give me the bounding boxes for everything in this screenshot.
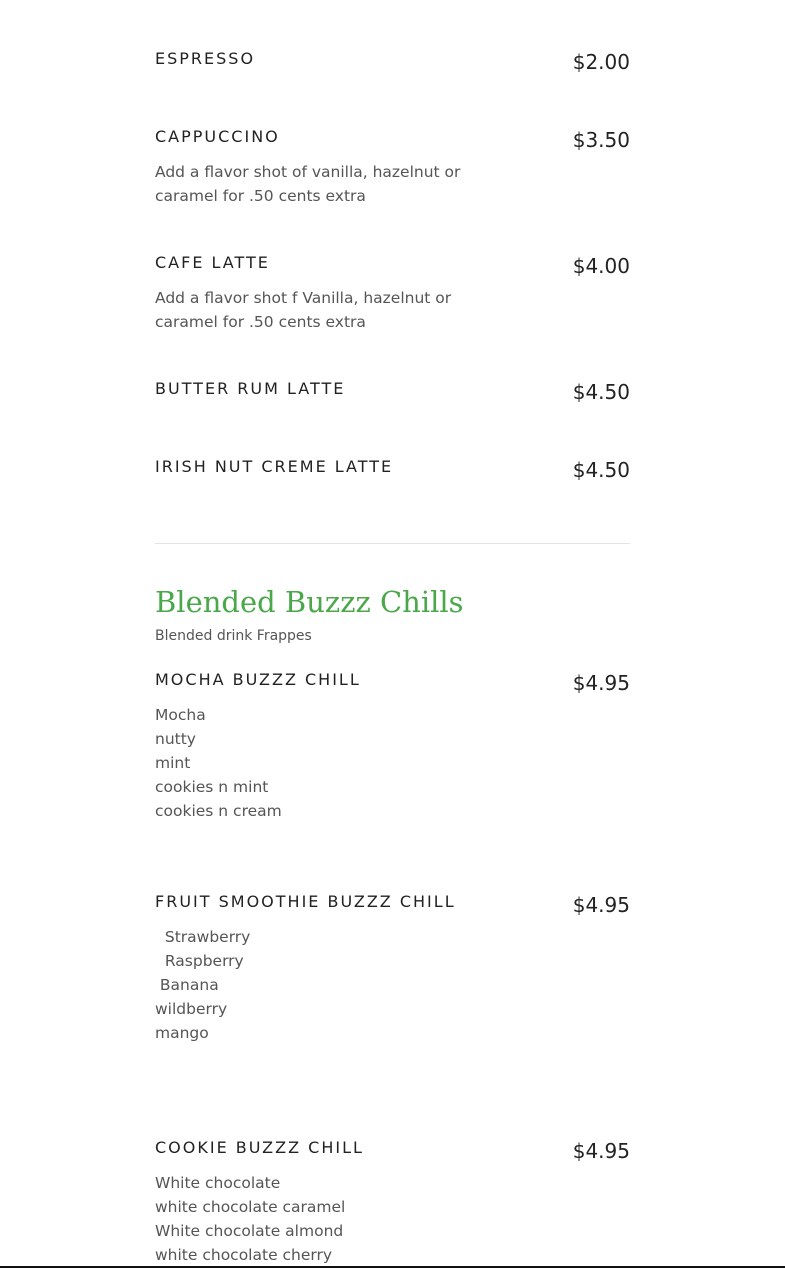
menu-item-description: Add a flavor shot f Vanilla, hazelnut or caramel for .50 cents extra	[155, 289, 452, 331]
menu-item-name: COOKIE BUZZZ CHILL	[155, 1138, 364, 1157]
menu-item-price: $4.00	[572, 254, 630, 278]
section-subtitle: Blended drink Frappes	[155, 628, 312, 644]
menu-item-name: IRISH NUT CREME LATTE	[155, 457, 394, 476]
menu-item-name: FRUIT SMOOTHIE BUZZZ CHILL	[155, 892, 456, 911]
menu-item-name: CAFE LATTE	[155, 253, 270, 272]
menu-item-price: $4.50	[572, 458, 630, 482]
menu-item-description: White chocolate white chocolate caramel White chocolate almond white chocolate cherry	[155, 1174, 346, 1264]
menu-item-price: $4.95	[572, 1139, 630, 1163]
section-divider	[155, 543, 630, 544]
window-bottom-edge	[0, 1266, 785, 1268]
menu-item-price: $4.50	[572, 380, 630, 404]
menu-item-price: $2.00	[572, 50, 630, 74]
menu-item-name: MOCHA BUZZZ CHILL	[155, 670, 361, 689]
section-title: Blended Buzzz Chills	[155, 585, 464, 619]
menu-item-name: BUTTER RUM LATTE	[155, 379, 346, 398]
menu-item-description: Add a flavor shot of vanilla, hazelnut or caramel for .50 cents extra	[155, 163, 461, 205]
menu-item-description: Mocha nutty mint cookies n mint cookies n cream	[155, 706, 282, 820]
menu-item-price: $4.95	[572, 893, 630, 917]
menu-item-price: $3.50	[572, 128, 630, 152]
menu-item-name: ESPRESSO	[155, 49, 256, 68]
menu-item-price: $4.95	[572, 671, 630, 695]
menu-item-name: CAPPUCCINO	[155, 127, 280, 146]
menu-item-description: Strawberry Raspberry Banana wildberry mango	[155, 928, 251, 1042]
